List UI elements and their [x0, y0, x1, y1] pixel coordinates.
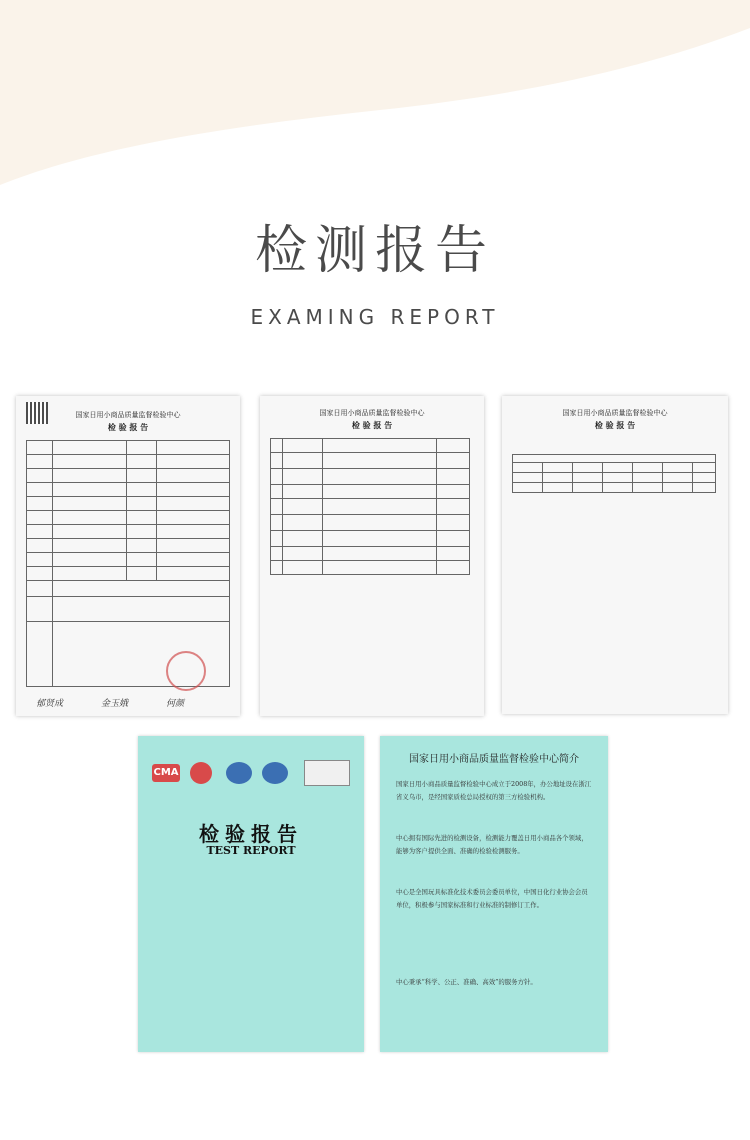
intro-paragraph-3: 中心是全国玩具标准化技术委员会委员单位，中国日化行业协会会员单位，积极参与国家标准和行业标准的制修订工作。	[396, 888, 588, 909]
center-introduction	[380, 736, 608, 1052]
header-wave-decoration	[0, 0, 750, 200]
doc1-subheading: 检 验 报 告	[107, 422, 149, 432]
report-page-2	[260, 396, 484, 716]
doc2-heading: 国家日用小商品质量监督检验中心	[319, 409, 425, 417]
doc3-subheading: 检 验 报 告	[594, 420, 636, 430]
report-page-1	[16, 396, 240, 716]
doc1-heading: 国家日用小商品质量监督检验中心	[75, 411, 181, 419]
doc2-subheading: 检 验 报 告	[351, 420, 393, 430]
cnas-logo-icon	[226, 762, 252, 784]
doc1-sign-2: 金玉娥	[101, 699, 129, 709]
doc1-sign-1: 郁贤成	[36, 699, 64, 709]
intro-paragraph-1: 国家日用小商品质量监督检验中心成立于2008年，办公地址设在浙江省义乌市，是经国家质检总局授权的第三方检验机构。	[396, 780, 592, 801]
cover-title-en: TEST REPORT	[206, 844, 296, 857]
ca-logo-icon	[190, 762, 212, 784]
page-title: 检测报告	[254, 221, 495, 281]
report-page-3	[502, 396, 728, 714]
report-no-label	[304, 760, 350, 786]
report-cover	[138, 736, 364, 1052]
intro-paragraph-2: 中心拥有国际先进的检测设备，检测能力覆盖日用小商品各个领域，能够为客户提供全面、准确的检验检测服务。	[396, 834, 588, 855]
page-subtitle: EXAMING REPORT	[250, 305, 500, 329]
doc1-sign-3: 何颜	[166, 699, 185, 709]
cma-logo-icon: CMA	[152, 764, 180, 782]
cover-title: 检验报告	[199, 822, 303, 846]
intro-heading: 国家日用小商品质量监督检验中心简介	[409, 754, 579, 765]
official-stamp	[166, 651, 206, 691]
intro-paragraph-4: 中心秉承“科学、公正、准确、高效”的服务方针。	[396, 978, 537, 986]
doc3-heading: 国家日用小商品质量监督检验中心	[562, 409, 668, 417]
ilac-logo-icon	[262, 762, 288, 784]
